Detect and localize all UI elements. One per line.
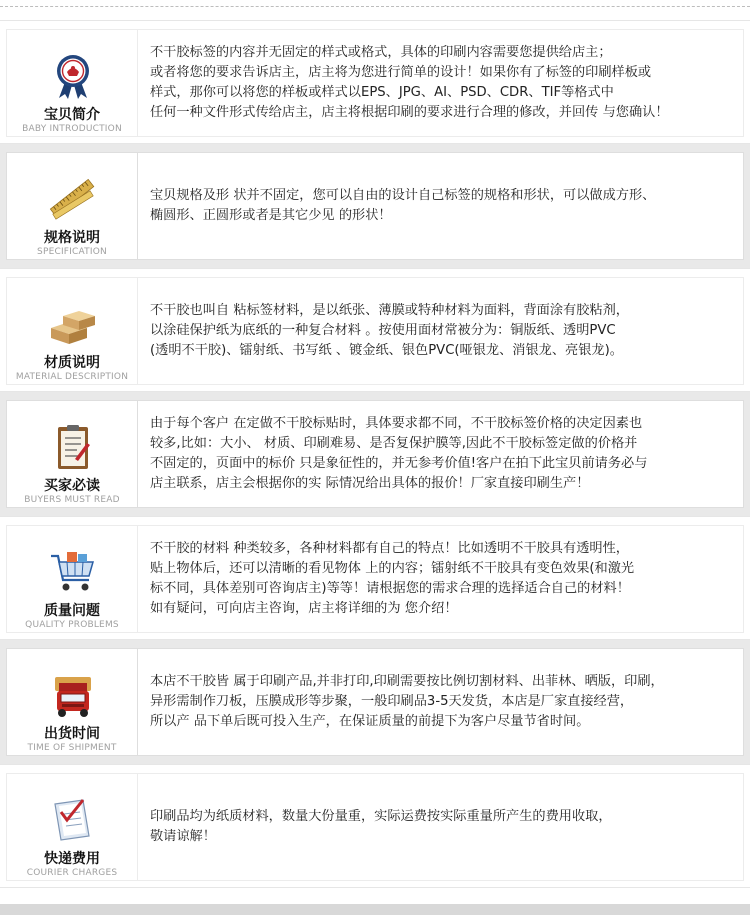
bottom-band [0,904,750,915]
description-line: 敬请谅解！ [150,829,216,844]
description-line: 由于每个客户 在定做不干胶标贴时，具体要求都不同，不干胶标签价格的决定因素也 [150,416,643,431]
section-material-description [0,268,750,392]
section-header-panel [6,648,138,756]
description-line: 所以产 品下单后既可投入生产，在保证质量的前提下为客户尽量节省时间。 [150,714,590,729]
section-subtitle: BABY INTRODUCTION [22,124,122,134]
section-subtitle: SPECIFICATION [37,247,107,257]
section-header-panel [6,29,138,137]
description-line: 如有疑问，可向店主咨询，店主将详细的为 您介绍！ [150,601,458,616]
section-content-panel [138,773,744,881]
section-title: 材质说明 [44,355,100,371]
section-header-panel [6,277,138,385]
section-courier-charges [0,764,750,888]
section-time-of-shipment [0,640,750,764]
section-buyers-must-read [0,392,750,516]
ruler-icon [47,175,99,223]
description-line: 不干胶也叫自 粘标签材料，是以纸张、薄膜或特种材料为面料，背面涂有胶粘剂， [150,303,629,318]
section-subtitle: QUALITY PROBLEMS [25,620,119,630]
description-line: 本店不干胶皆 属于印刷产品,并非打印,印刷需要按比例切割材料、出菲林、晒版，印刷， [150,674,664,689]
description-line: 较多,比如：大小、 材质、印刷难易、是否复保护膜等,因此不干胶标签定做的价格并 [150,436,638,451]
description-line: 贴上物体后，还可以清晰的看见物体 上的内容；镭射纸不干胶具有变色效果(和激光 [150,561,635,576]
section-baby-introduction [0,20,750,144]
description-line: 不固定的，页面中的标价 只是象征性的，并无参考价值!客户在拍下此宝贝前请务必与 [150,456,648,471]
description-line: 椭圆形、正圆形或者是其它少见 的形状！ [150,208,392,223]
section-description [150,539,634,619]
boxes-icon [47,300,99,348]
description-line: 样式，那你可以将您的样板或样式以EPS、JPG、AI、PSD、CDR、TIF等格式中 [150,85,614,100]
section-description [150,186,655,226]
description-line: 宝贝规格及形 状并不固定，您可以自由的设计自己标签的规格和形状，可以做成方形、 [150,188,656,203]
section-subtitle: TIME OF SHIPMENT [27,743,117,753]
description-line: 或者将您的要求告诉店主，店主将为您进行简单的设计！如果你有了标签的印刷样板或 [150,65,652,80]
section-header-panel [6,152,138,260]
section-content-panel [138,400,744,508]
section-header-panel [6,773,138,881]
description-line: 标不同，具体差别可咨询店主)等等！请根据您的需求合理的选择适合自己的材料！ [150,581,630,596]
section-title: 买家必读 [44,478,100,494]
section-title: 出货时间 [44,726,100,742]
section-description [150,43,669,123]
section-subtitle: BUYERS MUST READ [24,495,120,505]
info-sections [0,20,750,888]
section-description [150,807,612,847]
section-header-panel [6,525,138,633]
section-title: 快递费用 [44,851,100,867]
badge-seal-icon [47,52,99,100]
description-line: 不干胶的材料 种类较多，各种材料都有自己的特点！比如透明不干胶具有透明性， [150,541,629,556]
section-content-panel [138,525,744,633]
description-line: 任何一种文件形式传给店主，店主将根据印刷的要求进行合理的修改，并回传 与您确认！ [150,105,669,120]
section-title: 宝贝简介 [44,107,100,123]
section-title: 规格说明 [44,230,100,246]
section-content-panel [138,277,744,385]
clipboard-icon [47,423,99,471]
top-dashed-divider [0,6,750,7]
section-specification [0,144,750,268]
section-description [150,672,664,732]
checklist-icon [47,796,99,844]
section-content-panel [138,648,744,756]
description-line: 店主联系，店主会根据你的实 际情况给出具体的报价！厂家直接印刷生产！ [150,476,590,491]
section-title: 质量问题 [44,603,100,619]
section-header-panel [6,400,138,508]
description-line: (透明不干胶)、镭射纸、书写纸 、镀金纸、银色PVC(哑银龙、消银龙、亮银龙)。 [150,343,623,358]
description-line: 不干胶标签的内容并无固定的样式或格式，具体的印刷内容需要您提供给店主； [150,45,612,60]
section-content-panel [138,152,744,260]
description-line: 异形需制作刀板，压膜成形等步聚，一般印刷品3-5天发货，本店是厂家直接经营， [150,694,634,709]
section-subtitle: MATERIAL DESCRIPTION [15,372,129,382]
section-description [150,414,647,494]
description-line: 印刷品均为纸质材料，数量大份量重，实际运费按实际重量所产生的费用收取， [150,809,612,824]
delivery-truck-icon [47,671,99,719]
section-subtitle: COURIER CHARGES [26,868,118,878]
section-description [150,301,629,361]
description-line: 以涂硅保护纸为底纸的一种复合材料 。按使用面材常被分为：铜版纸、透明PVC [150,323,616,338]
section-content-panel [138,29,744,137]
section-quality-problems [0,516,750,640]
shopping-cart-icon [47,548,99,596]
